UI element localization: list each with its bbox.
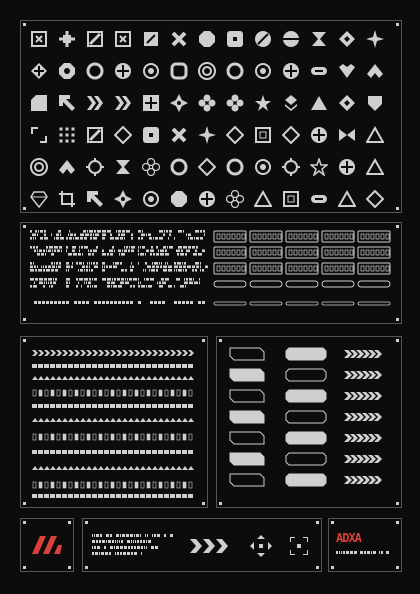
flower-icon bbox=[226, 94, 244, 112]
x-cross-icon bbox=[170, 30, 188, 48]
pixel-dash bbox=[46, 301, 49, 304]
pill-disc-icon bbox=[282, 30, 300, 48]
frame-shape bbox=[344, 434, 382, 442]
pixel-text-block bbox=[138, 278, 172, 288]
circle-cross-icon bbox=[338, 158, 356, 176]
pixel-text-block bbox=[102, 230, 133, 240]
border-strip bbox=[32, 494, 193, 498]
circle-cross-icon bbox=[282, 62, 300, 80]
caption-glyph bbox=[336, 551, 338, 554]
pixel-text-block bbox=[174, 262, 208, 272]
diamond-outline-icon bbox=[366, 190, 384, 208]
caption-glyph bbox=[116, 534, 119, 537]
pixel-text-block bbox=[66, 230, 101, 240]
caption-glyph bbox=[102, 540, 105, 543]
pixel-dash bbox=[190, 301, 193, 304]
border-strip bbox=[32, 418, 194, 422]
pixel-outline-block bbox=[250, 263, 282, 274]
pixel-text-block bbox=[102, 278, 137, 288]
caption-glyph bbox=[123, 552, 126, 555]
pixel-outline-block bbox=[322, 281, 354, 287]
flower-outline-icon bbox=[226, 190, 244, 208]
pixel-dash bbox=[174, 301, 177, 304]
pixel-dash bbox=[158, 301, 161, 304]
pixel-outline-block bbox=[322, 247, 354, 258]
caption-glyph bbox=[127, 540, 130, 543]
caption-glyph bbox=[346, 551, 349, 554]
caption-glyph bbox=[96, 540, 98, 543]
caption-glyph bbox=[94, 534, 95, 537]
caption-glyph bbox=[105, 552, 108, 555]
star-icon bbox=[254, 94, 272, 112]
crosshair-icon bbox=[58, 30, 76, 48]
octagon-dot-icon bbox=[58, 62, 76, 80]
caption-glyph bbox=[127, 552, 130, 555]
caption-glyph bbox=[154, 534, 156, 537]
caption-glyph bbox=[108, 540, 111, 543]
caption-glyph bbox=[151, 546, 154, 549]
border-strip bbox=[32, 376, 194, 380]
heart-icon bbox=[338, 62, 356, 80]
caption-glyph bbox=[152, 534, 153, 537]
caption-glyph bbox=[95, 552, 98, 555]
caption-glyph bbox=[119, 540, 120, 543]
frame-shape bbox=[230, 348, 264, 360]
flower-icon bbox=[198, 94, 216, 112]
corner-bracket-icon bbox=[30, 126, 48, 144]
circle-target-icon bbox=[30, 158, 48, 176]
pixel-dash bbox=[82, 301, 85, 304]
border-strip bbox=[32, 350, 194, 356]
caption-glyph bbox=[147, 534, 148, 537]
frame-shape bbox=[230, 411, 264, 423]
caption-glyph bbox=[117, 540, 118, 543]
caption-glyph bbox=[140, 534, 141, 537]
brand-panel bbox=[328, 518, 402, 572]
caption-glyph bbox=[104, 546, 106, 549]
caption-glyph bbox=[101, 552, 104, 555]
square-x-icon bbox=[114, 30, 132, 48]
caption-glyph bbox=[143, 540, 145, 543]
caption-glyph bbox=[92, 546, 93, 549]
pixel-text-block bbox=[138, 262, 172, 272]
diamond-icon bbox=[338, 30, 356, 48]
pixel-dash bbox=[102, 301, 105, 304]
triangle-outline-icon bbox=[254, 190, 272, 208]
chevron-up-icon bbox=[366, 62, 384, 80]
caption-glyph bbox=[164, 534, 166, 537]
frame-shape bbox=[344, 413, 382, 421]
square-dot-icon bbox=[226, 30, 244, 48]
caption-glyph bbox=[112, 540, 114, 543]
caption-glyph bbox=[106, 540, 107, 543]
caption-glyph bbox=[367, 551, 370, 554]
circle-dot-icon bbox=[254, 62, 272, 80]
caption-glyph bbox=[137, 546, 140, 549]
caption-glyph bbox=[381, 551, 383, 554]
pixel-dash bbox=[154, 301, 157, 304]
pixel-dash bbox=[66, 301, 69, 304]
pixel-text-block bbox=[102, 262, 134, 272]
caption-glyph bbox=[373, 551, 376, 554]
caption-glyph bbox=[128, 546, 130, 549]
frame-shape bbox=[286, 390, 326, 402]
diamond-outline-icon bbox=[226, 126, 244, 144]
square-rounded-icon bbox=[170, 62, 188, 80]
pixel-outline-block bbox=[358, 247, 390, 258]
caption-glyph bbox=[99, 540, 101, 543]
frame-shape bbox=[230, 453, 264, 465]
caption-glyph bbox=[114, 546, 115, 549]
gear-icon bbox=[282, 158, 300, 176]
square-diag-icon bbox=[86, 30, 104, 48]
caption-glyph bbox=[100, 534, 102, 537]
diamond-star-icon bbox=[198, 126, 216, 144]
pixel-text-block bbox=[138, 246, 173, 256]
caption-glyph bbox=[141, 546, 143, 549]
pixel-outline-block bbox=[286, 247, 318, 258]
brand-caption bbox=[336, 550, 392, 556]
border-strip bbox=[33, 482, 192, 488]
pixel-text-block bbox=[176, 246, 205, 256]
caption-glyph bbox=[137, 540, 139, 543]
arrow-up-left-icon bbox=[86, 190, 104, 208]
frame-shape bbox=[230, 432, 264, 444]
caption-glyph bbox=[92, 552, 94, 555]
chevron-up-icon bbox=[58, 158, 76, 176]
frame-shape bbox=[230, 390, 264, 402]
pixel-outline-block bbox=[286, 263, 318, 274]
caption-glyph bbox=[97, 546, 100, 549]
caption-glyph bbox=[134, 552, 137, 555]
pixel-outline-block bbox=[286, 281, 318, 287]
caption-glyph bbox=[109, 552, 111, 555]
pixel-outline-block bbox=[358, 231, 390, 242]
caption-glyph bbox=[136, 534, 139, 537]
circle-cross-icon bbox=[310, 126, 328, 144]
pixel-dash bbox=[118, 301, 121, 304]
caption-glyph bbox=[379, 551, 380, 554]
pixel-outline-block bbox=[322, 263, 354, 274]
pixel-text-block bbox=[30, 262, 61, 272]
pixel-text-block bbox=[174, 230, 205, 240]
pixel-dash bbox=[50, 301, 53, 304]
caption-glyph bbox=[371, 551, 372, 554]
triangle-outline-icon bbox=[366, 126, 384, 144]
caption-glyph bbox=[106, 534, 109, 537]
gem-icon bbox=[30, 190, 48, 208]
double-chevron-icon bbox=[86, 94, 104, 112]
pixel-outline-block bbox=[250, 231, 282, 242]
pixel-dash bbox=[106, 301, 109, 304]
triangle-outline-icon bbox=[366, 158, 384, 176]
x-cross-icon bbox=[170, 126, 188, 144]
pixel-text-block bbox=[66, 246, 98, 256]
caption-glyph bbox=[117, 552, 119, 555]
caption-glyph bbox=[116, 546, 119, 549]
caption-glyph bbox=[386, 551, 389, 554]
circle-cross-icon bbox=[114, 62, 132, 80]
pixel-dash bbox=[54, 301, 57, 304]
circle-dot-icon bbox=[254, 158, 272, 176]
pixel-dash bbox=[114, 301, 117, 304]
caption-glyph bbox=[134, 546, 136, 549]
caption-glyph bbox=[110, 546, 113, 549]
hourglass-icon bbox=[114, 158, 132, 176]
square-outline-icon bbox=[282, 190, 300, 208]
caption-glyph bbox=[131, 540, 132, 543]
caption-glyph bbox=[131, 546, 133, 549]
caption-glyph bbox=[96, 534, 99, 537]
diamond-cross-icon bbox=[30, 62, 48, 80]
caption-glyph bbox=[124, 546, 127, 549]
caption-glyph bbox=[122, 534, 125, 537]
pixel-dash bbox=[162, 301, 165, 304]
diamond-icon bbox=[338, 94, 356, 112]
shuriken-icon bbox=[114, 190, 132, 208]
pixel-dash bbox=[94, 301, 97, 304]
circle-ring-icon bbox=[226, 62, 244, 80]
caption-glyph bbox=[145, 534, 146, 537]
caption-glyph bbox=[135, 540, 136, 543]
pixel-text-block bbox=[30, 278, 57, 288]
frame-shape bbox=[344, 350, 382, 358]
pixel-dash bbox=[150, 301, 153, 304]
caption-glyph bbox=[126, 534, 129, 537]
caption-glyph bbox=[148, 540, 151, 543]
frame-shape bbox=[344, 476, 382, 484]
circle-ring-icon bbox=[226, 158, 244, 176]
pixel-outline-block bbox=[358, 263, 390, 274]
pixel-outline-block bbox=[214, 231, 246, 242]
pixel-outline-block bbox=[250, 281, 282, 287]
pixel-dash bbox=[138, 301, 141, 304]
pixel-text-block bbox=[66, 278, 97, 288]
caption-glyph bbox=[92, 540, 95, 543]
square-outline-icon bbox=[254, 126, 272, 144]
frame-shape bbox=[286, 348, 326, 360]
caption-glyph bbox=[155, 546, 158, 549]
frame-shape bbox=[286, 453, 326, 465]
dot-grid-icon bbox=[58, 126, 76, 144]
dpad-icon bbox=[250, 535, 272, 557]
disc-slash-icon bbox=[254, 30, 272, 48]
star-outline-icon bbox=[310, 158, 328, 176]
border-strip bbox=[32, 450, 193, 454]
caption-glyph bbox=[120, 534, 121, 537]
cross-square-icon bbox=[142, 94, 160, 112]
pixel-outline-block bbox=[214, 247, 246, 258]
pixel-bar bbox=[358, 302, 390, 305]
pixel-outline-block bbox=[286, 231, 318, 242]
circle-cross-icon bbox=[198, 190, 216, 208]
slanted-bars-logo bbox=[32, 536, 62, 554]
caption-glyph bbox=[339, 551, 340, 554]
frame-shape bbox=[286, 411, 326, 423]
pixel-dash bbox=[74, 301, 77, 304]
caption-glyph bbox=[157, 534, 160, 537]
pixel-dash bbox=[58, 301, 61, 304]
pixel-dash bbox=[202, 301, 205, 304]
pixel-dash bbox=[122, 301, 125, 304]
focus-brackets-icon bbox=[290, 537, 308, 555]
shield-icon bbox=[366, 94, 384, 112]
border-strip bbox=[32, 404, 193, 408]
slash-box-icon bbox=[142, 30, 160, 48]
caption-glyph bbox=[115, 540, 116, 543]
caption-glyph bbox=[131, 552, 133, 555]
caption-glyph bbox=[120, 552, 122, 555]
pixel-outline-block bbox=[214, 281, 246, 287]
diamond-outline-icon bbox=[114, 126, 132, 144]
caption-glyph bbox=[115, 552, 116, 555]
pixel-bar bbox=[214, 302, 246, 305]
pixel-dash bbox=[42, 301, 45, 304]
gear-icon bbox=[86, 158, 104, 176]
caption-glyph bbox=[110, 534, 112, 537]
frame-shape bbox=[344, 455, 382, 463]
pixel-dash bbox=[186, 301, 189, 304]
pixel-dash bbox=[130, 301, 133, 304]
diamond-outline-icon bbox=[198, 158, 216, 176]
pixel-dash bbox=[78, 301, 81, 304]
caption-glyph bbox=[170, 534, 173, 537]
capsule-icon bbox=[310, 190, 328, 208]
triangle-outline-icon bbox=[338, 190, 356, 208]
pixel-bar bbox=[250, 302, 282, 305]
caption-glyph bbox=[360, 551, 363, 554]
pixel-outline-block bbox=[358, 281, 390, 287]
caption-glyph bbox=[146, 546, 147, 549]
caption-glyph bbox=[99, 552, 100, 555]
caption-glyph bbox=[133, 540, 134, 543]
border-strip bbox=[33, 434, 192, 440]
octagon-icon bbox=[170, 190, 188, 208]
bowtie-icon bbox=[338, 126, 356, 144]
circle-target-icon bbox=[198, 62, 216, 80]
pixel-dash bbox=[110, 301, 113, 304]
frame-shapes bbox=[226, 346, 392, 498]
frame-shape bbox=[286, 474, 326, 486]
diamond-outline-icon bbox=[282, 126, 300, 144]
pixel-text-block bbox=[30, 246, 62, 256]
octagon-icon bbox=[198, 30, 216, 48]
frame-shape bbox=[286, 369, 326, 381]
caption-glyph bbox=[94, 546, 96, 549]
border-strips bbox=[32, 346, 194, 498]
pixel-text-block bbox=[174, 278, 200, 288]
double-chevron-icon bbox=[114, 94, 132, 112]
circle-ring-icon bbox=[86, 62, 104, 80]
frame-shape bbox=[230, 474, 264, 486]
pixel-dash bbox=[38, 301, 41, 304]
flower-outline-icon bbox=[142, 158, 160, 176]
hourglass-icon bbox=[310, 30, 328, 48]
circle-dot-icon bbox=[142, 62, 160, 80]
circle-ring-icon bbox=[170, 158, 188, 176]
pixel-dash bbox=[126, 301, 129, 304]
caption-glyph bbox=[350, 551, 353, 554]
square-diag-icon bbox=[86, 126, 104, 144]
caption-glyph bbox=[144, 546, 145, 549]
pixel-dash bbox=[98, 301, 101, 304]
pixel-dash bbox=[86, 301, 89, 304]
brand-wordmark: ADXA bbox=[336, 531, 361, 545]
frame-shape bbox=[344, 371, 382, 379]
pixel-text-block bbox=[30, 230, 64, 240]
triple-chevron-icon bbox=[190, 539, 230, 553]
capsule-icon bbox=[310, 62, 328, 80]
pixel-text-block bbox=[138, 230, 172, 240]
pixel-dash bbox=[198, 301, 201, 304]
caption-glyph bbox=[92, 534, 93, 537]
pixel-bar bbox=[286, 302, 318, 305]
pixel-text-blocks bbox=[30, 230, 392, 316]
caption-glyph bbox=[341, 551, 342, 554]
pixel-dash bbox=[178, 301, 181, 304]
pixel-dash bbox=[182, 301, 185, 304]
diamond-stack-icon bbox=[282, 94, 300, 112]
pixel-outline-block bbox=[322, 231, 354, 242]
border-strip bbox=[32, 466, 194, 470]
shuriken-icon bbox=[170, 94, 188, 112]
caption-glyph bbox=[343, 551, 345, 554]
border-strip bbox=[33, 390, 192, 396]
arrow-up-left-icon bbox=[58, 94, 76, 112]
frame-shape bbox=[230, 369, 264, 381]
caption-glyph bbox=[121, 540, 123, 543]
caption-glyph bbox=[146, 540, 147, 543]
corner-icon bbox=[30, 94, 48, 112]
frame-shape bbox=[286, 432, 326, 444]
frame-shape bbox=[344, 392, 382, 400]
pixel-outline-block bbox=[214, 263, 246, 274]
circle-dot-icon bbox=[142, 190, 160, 208]
caption-glyph bbox=[364, 551, 366, 554]
diamond-star-icon bbox=[366, 30, 384, 48]
info-caption-blocks bbox=[92, 528, 182, 562]
square-x-icon bbox=[30, 30, 48, 48]
pixel-text-block bbox=[66, 262, 98, 272]
caption-glyph bbox=[140, 540, 142, 543]
pixel-outline-block bbox=[250, 247, 282, 258]
triangle-icon bbox=[310, 94, 328, 112]
caption-glyph bbox=[141, 552, 142, 555]
icon-grid bbox=[30, 30, 392, 204]
caption-glyph bbox=[130, 534, 133, 537]
pixel-dash bbox=[62, 301, 65, 304]
pixel-text-block bbox=[102, 246, 135, 256]
border-strip bbox=[32, 364, 193, 368]
crop-icon bbox=[58, 190, 76, 208]
square-dot-icon bbox=[142, 126, 160, 144]
pixel-dash bbox=[34, 301, 37, 304]
caption-glyph bbox=[120, 546, 123, 549]
caption-glyph bbox=[354, 551, 357, 554]
pixel-bar bbox=[322, 302, 354, 305]
caption-glyph bbox=[134, 534, 135, 537]
